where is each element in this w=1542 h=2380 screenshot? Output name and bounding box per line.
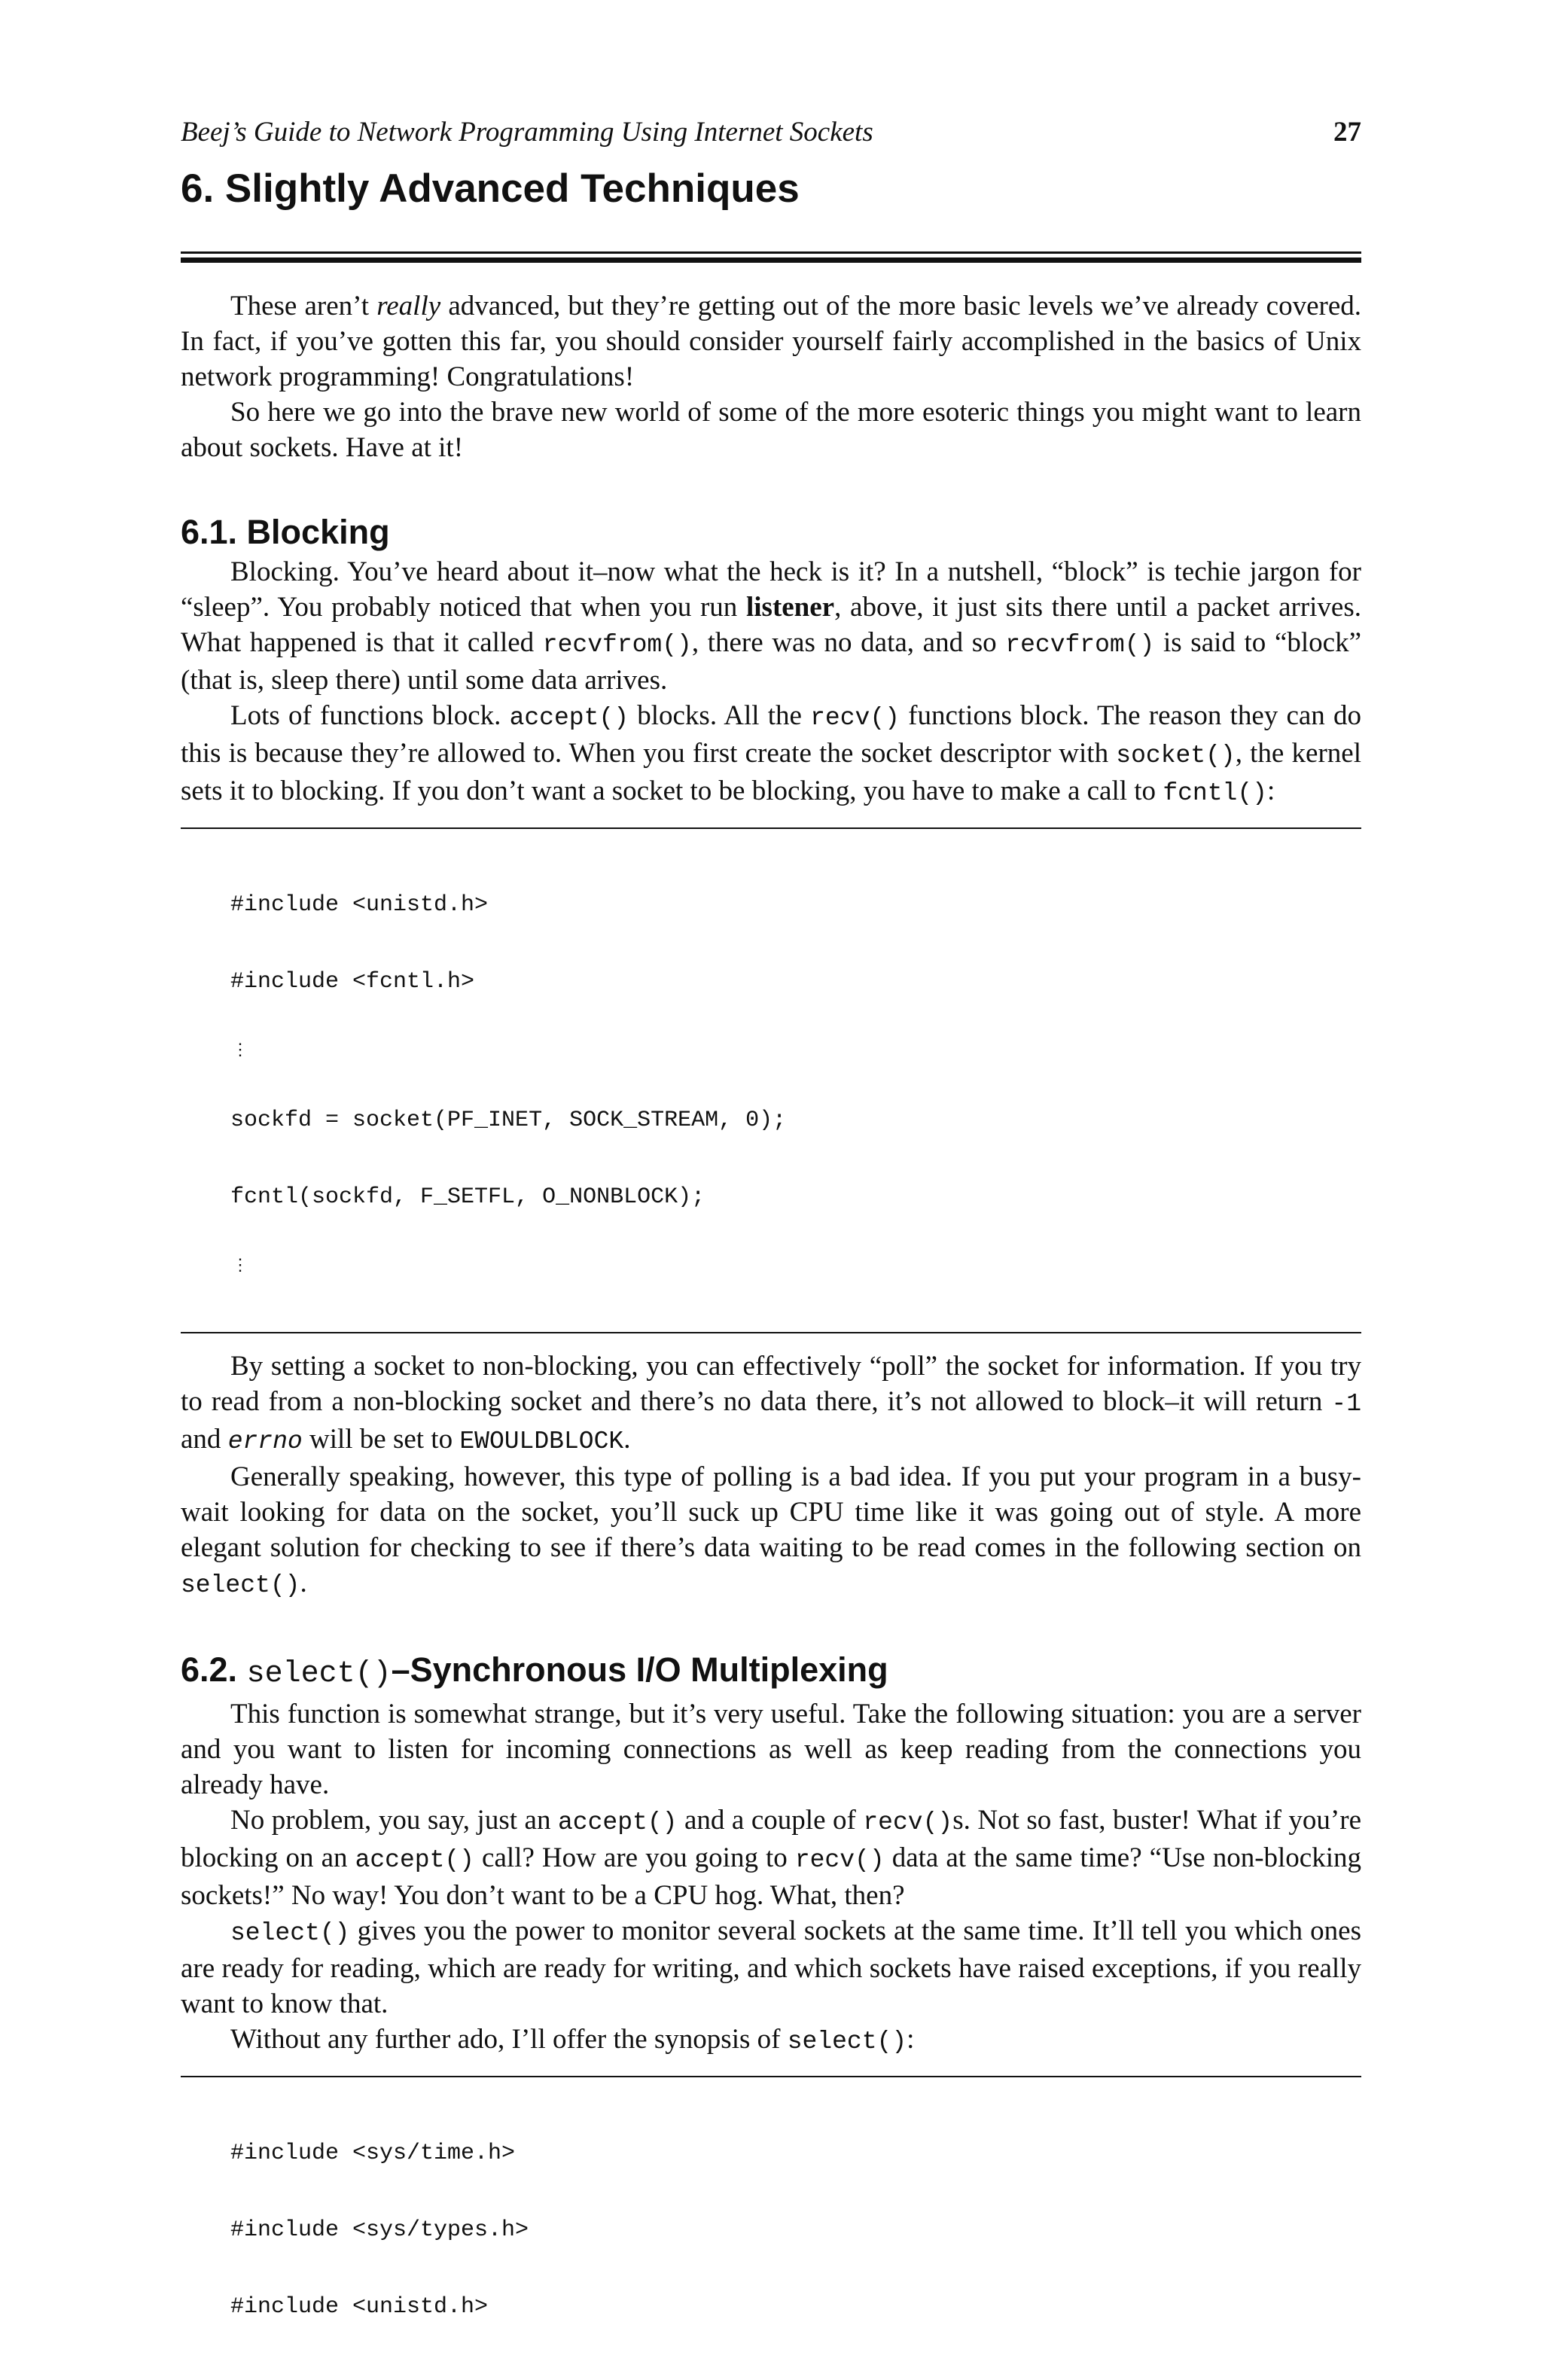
intro-paragraph-2: So here we go into the brave new world of some of the more esoteric things you might want to learn about sockets. Have at it! xyxy=(181,397,1361,463)
inline-code: accept() xyxy=(355,1846,474,1874)
inline-code: accept() xyxy=(558,1809,678,1836)
page-number: 27 xyxy=(1333,117,1361,148)
code-line: #include <fcntl.h> xyxy=(230,969,475,995)
code-line: #include <sys/time.h> xyxy=(230,2141,516,2166)
heading-code: select() xyxy=(246,1657,392,1691)
inline-code: recv() xyxy=(863,1809,953,1836)
ellipsis-vertical-icon: ⋮ xyxy=(232,1257,248,1275)
blocking-paragraph-1: Blocking. You’ve heard about it–now what the heck is it? In a nutshell, “block” is techie jargon for “sleep”. You probably noticed that when you run listener, above, it just sits there until a packet arrives. What happened is that it called recvfrom(), there was no data, and so recvfrom() is said to “block” (that is, sleep there) until some data arrives. xyxy=(181,556,1362,696)
code-line: #include <unistd.h> xyxy=(230,892,489,918)
ellipsis-vertical-icon: ⋮ xyxy=(232,1041,248,1060)
code-line: sockfd = socket(PF_INET, SOCK_STREAM, 0); xyxy=(230,1108,787,1133)
select-paragraph-4: Without any further ado, I’ll offer the synopsis of select(): xyxy=(230,2024,915,2055)
document-page xyxy=(181,113,1361,2380)
inline-code: select() xyxy=(787,2028,907,2055)
inline-code: EWOULDBLOCK xyxy=(459,1428,624,1455)
code-line: #include <sys/types.h> xyxy=(230,2217,529,2243)
inline-code: recvfrom() xyxy=(542,631,692,659)
inline-code: recvfrom() xyxy=(1005,631,1155,659)
select-paragraph-1: This function is somewhat strange, but it’s very useful. Take the following situation: you are a server and you want to listen for incoming connections as well as keep reading from the connections you already have. xyxy=(181,1699,1361,1800)
chapter-divider xyxy=(181,251,1361,263)
inline-code: -1 xyxy=(1331,1390,1361,1418)
inline-code: socket() xyxy=(1116,742,1236,769)
code-line: #include <unistd.h> xyxy=(230,2294,489,2320)
blocking-paragraph-4: Generally speaking, however, this type of polling is a bad idea. If you put your program in a busy-wait looking for data on the socket, you’ll suck up CPU time like it was going out of style. A more elegant solution for checking to see if there’s data waiting to be read comes in the following section on select(). xyxy=(181,1461,1361,1599)
intro-paragraph-1: These aren’t really advanced, but they’re getting out of the more basic levels we’ve already covered. In fact, if you’ve gotten this far, you should consider yourself fairly accomplished in the basics of Unix network programming! Congratulations! xyxy=(181,291,1361,392)
blocking-paragraph-3: By setting a socket to non-blocking, you can effectively “poll” the socket for information. If you try to read from a non-blocking socket and there’s no data there, it’s not allowed to block–it will return -1 and errno will be set to EWOULDBLOCK. xyxy=(181,1351,1361,1455)
running-header xyxy=(181,113,1361,151)
inline-code: select() xyxy=(181,1571,300,1599)
inline-code: recv() xyxy=(794,1846,885,1874)
inline-code-italic: errno xyxy=(227,1428,303,1455)
inline-code: select() xyxy=(230,1919,350,1947)
code-block-fcntl xyxy=(181,827,1361,1333)
select-paragraph-2: No problem, you say, just an accept() and a couple of recv()s. Not so fast, buster! What if you’re blocking on an accept() call? How are you going to recv() data at the same time? “Use non-blocking sockets!” No way! You don’t want to be a CPU hog. What, then? xyxy=(181,1805,1361,1911)
code-line: fcntl(sockfd, F_SETFL, O_NONBLOCK); xyxy=(230,1184,705,1210)
inline-code: recv() xyxy=(810,704,900,732)
inline-code: accept() xyxy=(509,704,629,732)
listener-program-name: listener xyxy=(745,592,835,623)
code-block-select-synopsis xyxy=(181,2076,1361,2380)
inline-code: fcntl() xyxy=(1163,779,1267,807)
select-paragraph-3: select() gives you the power to monitor several sockets at the same time. It’ll tell you which ones are ready for reading, which are ready for writing, and which sockets have raised exceptions, if you really want to know that. xyxy=(181,1915,1361,2019)
emphasis-really: really xyxy=(376,291,441,321)
blocking-paragraph-2: Lots of functions block. accept() blocks. All the recv() functions block. The reason they can do this is because they’re allowed to. When you first create the socket descriptor with socket(), the kernel sets it to blocking. If you don’t want a socket to be blocking, you have to make a call to fcntl(): xyxy=(181,700,1361,807)
running-header-title: Beej’s Guide to Network Programming Using Internet Sockets xyxy=(181,117,873,148)
section-heading-blocking: 6.1. Blocking xyxy=(181,513,390,551)
section-heading-select: 6.2. select()–Synchronous I/O Multiplexing xyxy=(181,1650,888,1691)
chapter-title: 6. Slightly Advanced Techniques xyxy=(181,166,800,211)
